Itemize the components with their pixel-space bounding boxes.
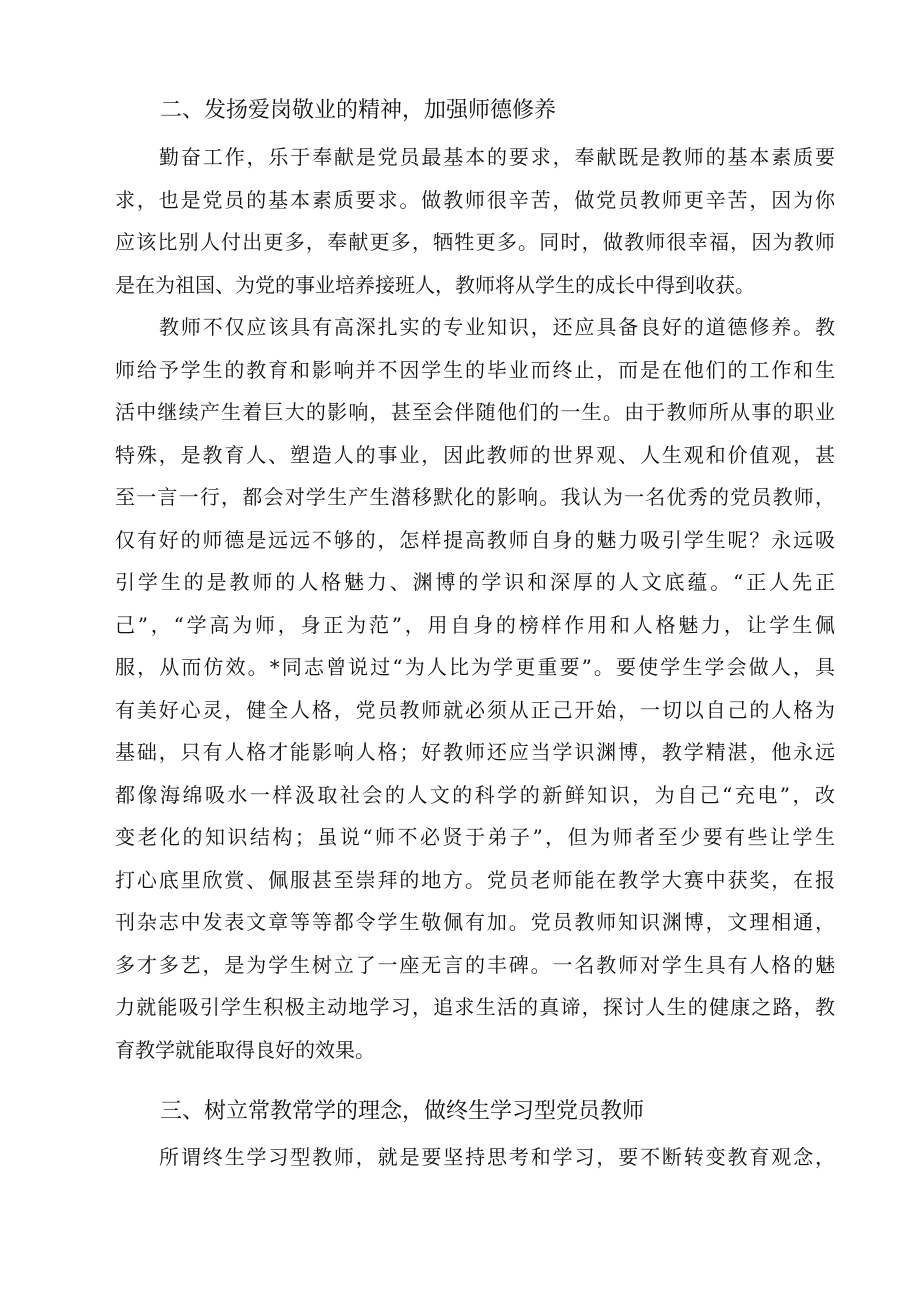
- paragraph-line: 服，从而仿效。*同志曾说过“为人比为学更重要”。要使学生学会做人，具: [115, 655, 835, 679]
- paragraph: [115, 306, 835, 1071]
- paragraph: [115, 136, 835, 306]
- paragraph-line: 至一言一行，都会对学生产生潜移默化的影响。我认为一名优秀的党员教师，: [115, 485, 835, 509]
- paragraph-line: 教师不仅应该具有高深扎实的专业知识，还应具备良好的道德修养。教: [159, 315, 835, 339]
- paragraph-line: 打心底里欣赏、佩服甚至崇拜的地方。党员老师能在教学大赛中获奖，在报: [115, 867, 835, 892]
- paragraph-line: 仅有好的师德是远远不够的，怎样提高教师自身的魅力吸引学生呢？永远吸: [115, 527, 835, 552]
- paragraph-line: 活中继续产生着巨大的影响，甚至会伴随他们的一生。由于教师所从事的职业: [115, 400, 835, 424]
- paragraph-line: 求，也是党员的基本素质要求。做教师很辛苦，做党员教师更辛苦，因为你: [115, 187, 835, 212]
- paragraph-line: 变老化的知识结构；虽说“师不必贤于弟子”，但为师者至少要有些让学生: [115, 825, 835, 849]
- paragraph-line: 所谓终生学习型教师，就是要坚持思考和学习，要不断转变教育观念，: [159, 1145, 835, 1169]
- paragraph-line: 勤奋工作，乐于奉献是党员最基本的要求，奉献既是教师的基本素质要: [159, 145, 835, 169]
- paragraph-line: 力就能吸引学生积极主动地学习，追求生活的真谛，探讨人生的健康之路，教: [115, 995, 835, 1019]
- paragraph-line: 有美好心灵，健全人格，党员教师就必须从正己开始，一切以自己的人格为: [115, 697, 835, 722]
- paragraph-line: 基础，只有人格才能影响人格；好教师还应当学识渊博，教学精湛，他永远: [115, 740, 835, 764]
- paragraph-line: 多才多艺，是为学生树立了一座无言的丰碑。一名教师对学生具有人格的魅: [115, 952, 835, 977]
- paragraph-line: 引学生的是教师的人格魅力、渊博的学识和深厚的人文底蕴。“正人先正: [115, 570, 835, 594]
- paragraph-line: 己”，“学高为师，身正为范”，用自身的榜样作用和人格魅力，让学生佩: [115, 612, 835, 637]
- section-heading: 三、树立常教常学的理念，做终生学习型党员教师: [160, 1099, 645, 1124]
- paragraph-line: 刊杂志中发表文章等等都令学生敬佩有加。党员教师知识渊博，文理相通，: [115, 910, 835, 934]
- paragraph-line: 特殊，是教育人、塑造人的事业，因此教师的世界观、人生观和价值观，甚: [115, 442, 835, 467]
- paragraph-line: 是在为祖国、为党的事业培养接班人，教师将从学生的成长中得到收获。: [115, 272, 755, 297]
- paragraph-line: 育教学就能取得良好的效果。: [115, 1037, 375, 1062]
- paragraph-line: 师给予学生的教育和影响并不因学生的毕业而终止，而是在他们的工作和生: [115, 357, 835, 382]
- paragraph-line: 都像海绵吸水一样汲取社会的人文的科学的新鲜知识，为自己“充电”，改: [115, 782, 835, 807]
- paragraph-line: 应该比别人付出更多，奉献更多，牺牲更多。同时，做教师很幸福，因为教师: [115, 230, 835, 254]
- section-heading: 二、发扬爱岗敬业的精神，加强师德修养: [160, 98, 557, 123]
- paragraph: [115, 1136, 835, 1179]
